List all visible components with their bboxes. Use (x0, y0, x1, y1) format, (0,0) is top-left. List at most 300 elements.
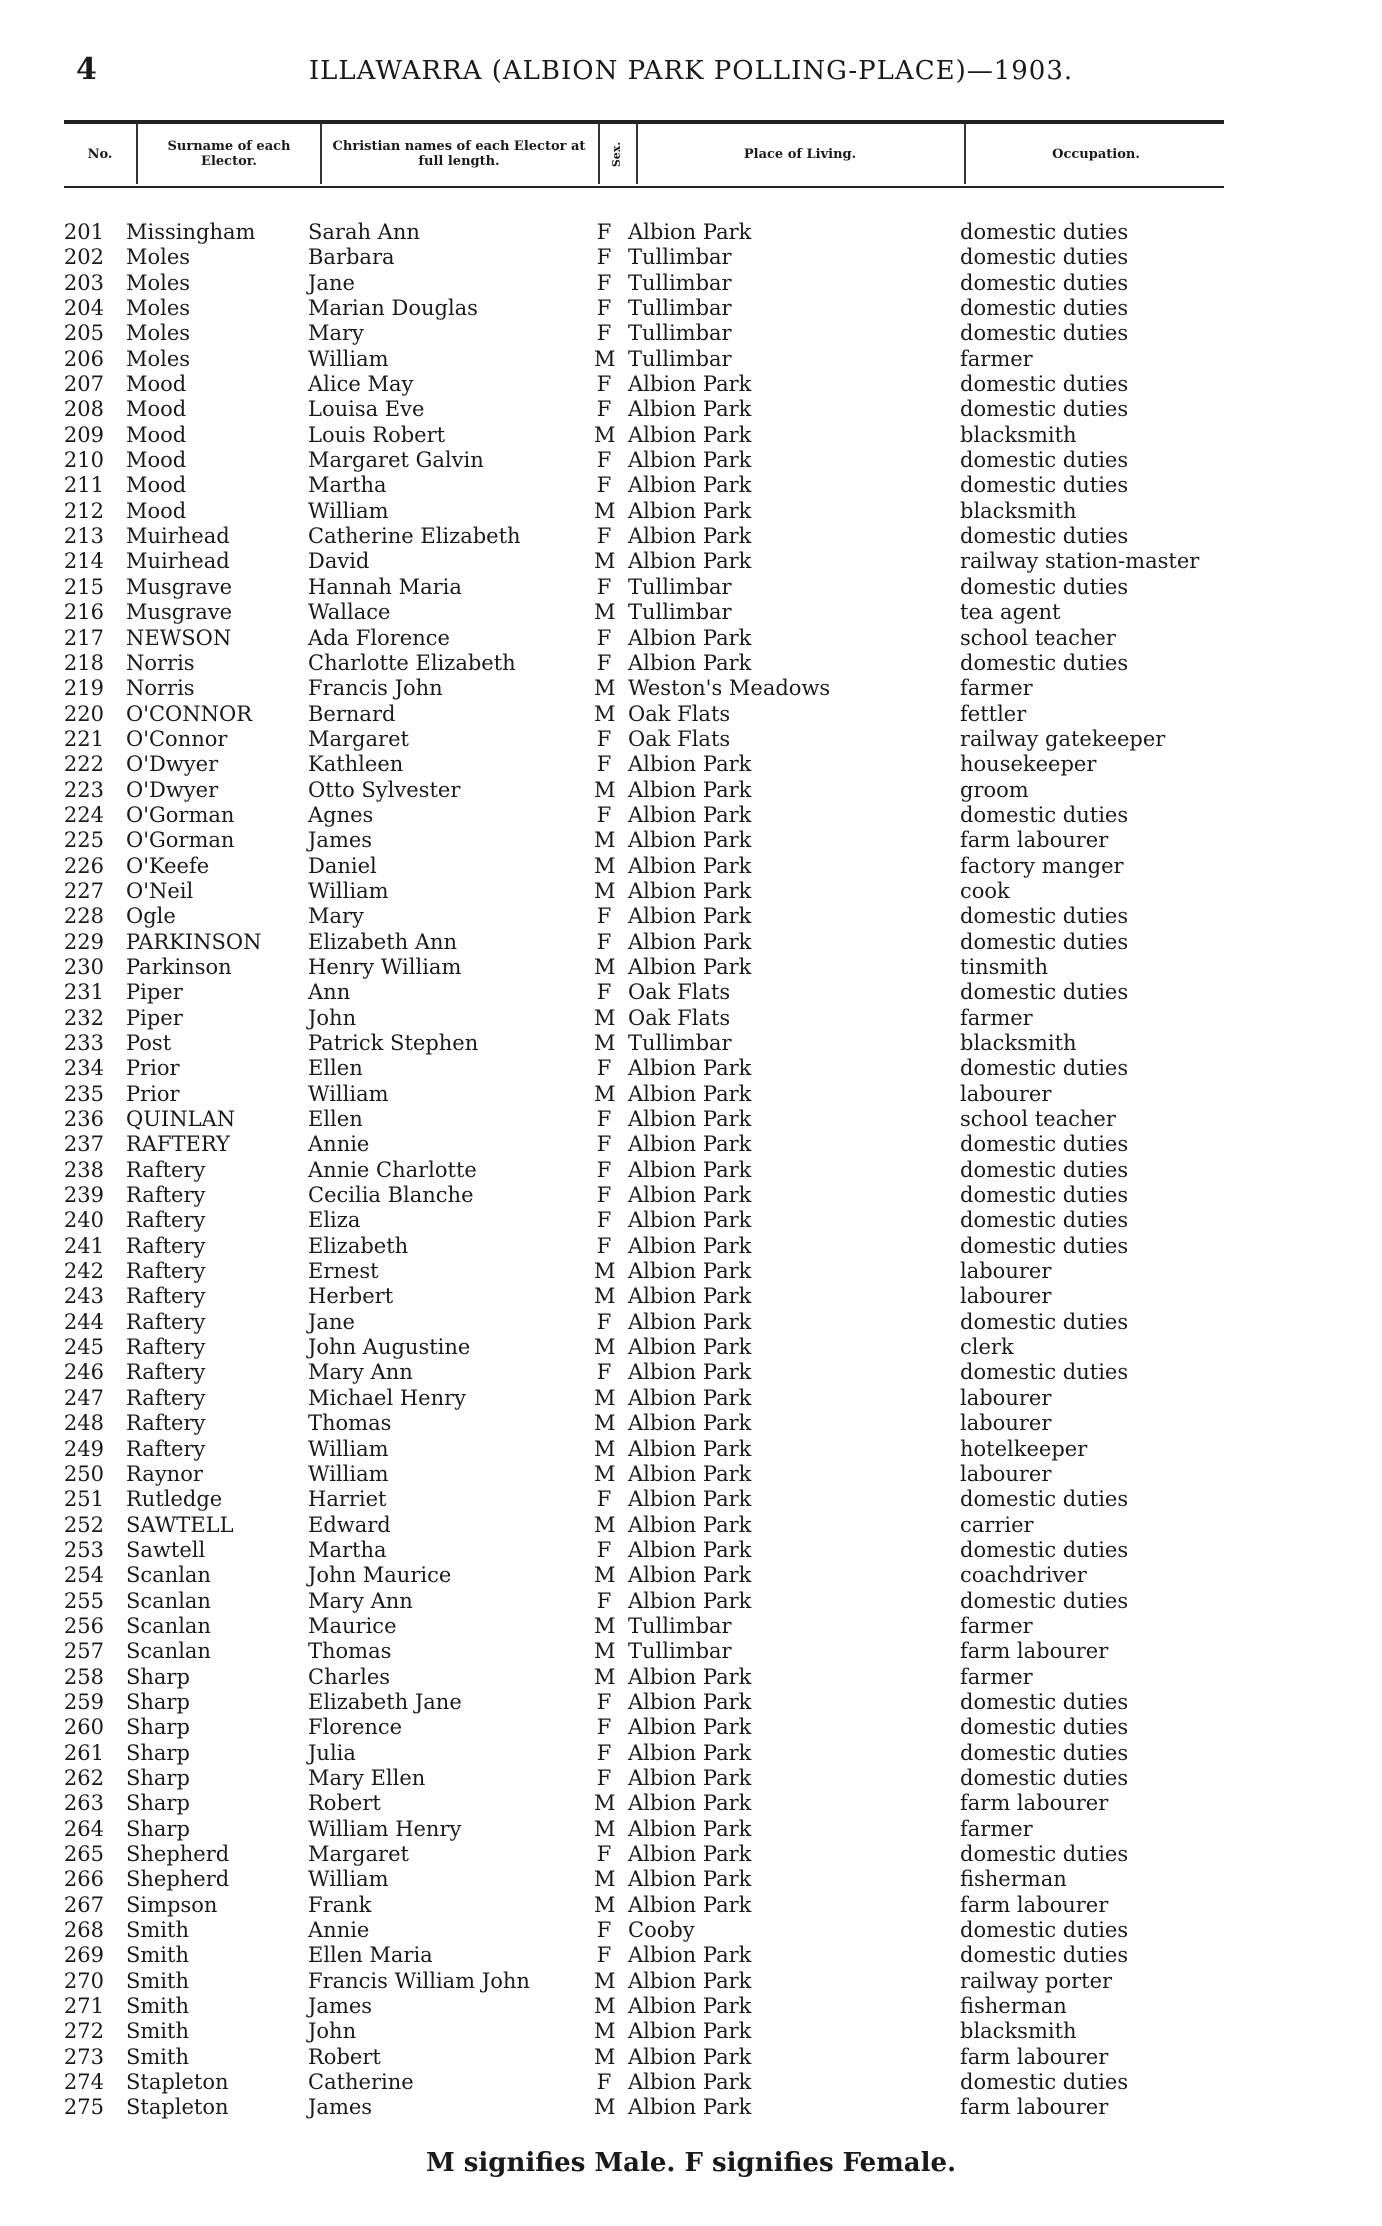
elector-surname: Sharp (126, 1689, 190, 1714)
table-row (0, 904, 1382, 929)
elector-sex: F (596, 1842, 612, 1866)
elector-place-of-living: Albion Park (628, 1107, 752, 1132)
elector-occupation: domestic duties (960, 220, 1129, 244)
elector-place-of-living: Albion Park (628, 1740, 752, 1765)
elector-christian-names: William (308, 498, 389, 523)
elector-place-of-living: Oak Flats (628, 726, 731, 751)
elector-occupation: school teacher (960, 1107, 1116, 1132)
elector-sex: F (596, 650, 612, 675)
elector-number: 222 (63, 752, 104, 777)
elector-sex: M (594, 878, 616, 903)
table-row (0, 397, 1382, 422)
elector-number: 217 (63, 625, 104, 650)
elector-surname: Raftery (126, 1385, 206, 1410)
table-row (0, 1437, 1382, 1462)
elector-occupation: fisherman (960, 1867, 1067, 1892)
elector-sex: F (596, 1056, 612, 1081)
elector-occupation: domestic duties (960, 2070, 1129, 2095)
table-row (0, 1234, 1382, 1259)
elector-number: 205 (63, 321, 104, 346)
elector-christian-names: Martha (308, 473, 387, 498)
elector-christian-names: Daniel (308, 853, 377, 878)
elector-sex: F (596, 1208, 612, 1233)
column-divider (320, 124, 322, 184)
elector-occupation: domestic duties (960, 1842, 1129, 1866)
elector-christian-names: Bernard (308, 701, 396, 726)
elector-occupation: domestic duties (960, 1056, 1129, 1081)
elector-surname: Sharp (126, 1664, 190, 1689)
elector-occupation: labourer (960, 1081, 1052, 1106)
elector-number: 223 (63, 777, 104, 802)
elector-number: 210 (63, 448, 104, 473)
elector-place-of-living: Albion Park (628, 777, 752, 802)
elector-christian-names: Patrick Stephen (308, 1031, 479, 1055)
elector-christian-names: Ellen (308, 1056, 363, 1081)
table-row (0, 2095, 1382, 2120)
elector-surname: Rutledge (126, 1487, 223, 1512)
elector-place-of-living: Albion Park (628, 1512, 752, 1537)
elector-place-of-living: Albion Park (628, 1335, 752, 1360)
table-row (0, 1259, 1382, 1284)
elector-surname: Shepherd (126, 1867, 230, 1892)
table-row (0, 575, 1382, 600)
table-row (0, 828, 1382, 853)
elector-sex: F (596, 1537, 612, 1562)
elector-number: 249 (63, 1436, 104, 1461)
elector-number: 262 (63, 1765, 104, 1790)
elector-christian-names: Julia (308, 1740, 356, 1765)
elector-christian-names: Otto Sylvester (308, 777, 461, 802)
elector-surname: Moles (126, 270, 191, 295)
elector-occupation: hotelkeeper (960, 1436, 1088, 1461)
elector-place-of-living: Albion Park (628, 1461, 752, 1486)
elector-christian-names: Catherine (308, 2070, 414, 2095)
elector-number: 251 (63, 1487, 104, 1512)
elector-sex: F (596, 625, 612, 650)
elector-sex: M (594, 1613, 616, 1638)
table-row (0, 1893, 1382, 1918)
elector-sex: M (594, 1664, 616, 1689)
elector-christian-names: Frank (308, 1892, 372, 1917)
elector-christian-names: Ernest (308, 1259, 379, 1284)
elector-sex: M (594, 1411, 616, 1436)
table-row (0, 1614, 1382, 1639)
elector-surname: Raftery (126, 1284, 206, 1309)
elector-place-of-living: Albion Park (628, 1892, 752, 1917)
elector-place-of-living: Cooby (628, 1918, 695, 1943)
elector-christian-names: James (308, 2095, 373, 2120)
elector-christian-names: Barbara (308, 245, 395, 270)
elector-sex: F (596, 752, 612, 777)
elector-sex: M (594, 2044, 616, 2069)
elector-christian-names: William (308, 1081, 389, 1106)
column-divider (964, 124, 966, 184)
elector-place-of-living: Albion Park (628, 1487, 752, 1512)
elector-sex: F (596, 1943, 612, 1968)
elector-place-of-living: Albion Park (628, 1233, 752, 1258)
elector-sex: F (596, 904, 612, 929)
elector-occupation: domestic duties (960, 245, 1129, 270)
elector-occupation: farmer (960, 1664, 1033, 1689)
elector-surname: O'Neil (126, 878, 194, 903)
elector-number: 207 (63, 372, 104, 397)
elector-surname: Sawtell (126, 1537, 206, 1562)
page-title: ILLAWARRA (ALBION PARK POLLING-PLACE)—1903. (308, 56, 1074, 86)
table-row (0, 702, 1382, 727)
elector-place-of-living: Albion Park (628, 2044, 752, 2069)
elector-place-of-living: Albion Park (628, 1436, 752, 1461)
elector-sex: M (594, 1081, 616, 1106)
elector-christian-names: Henry William (308, 954, 462, 979)
elector-christian-names: Elizabeth Ann (308, 929, 458, 954)
elector-christian-names: William (308, 1461, 389, 1486)
elector-place-of-living: Albion Park (628, 1994, 752, 2019)
elector-sex: M (594, 1512, 616, 1537)
elector-sex: F (596, 1107, 612, 1132)
elector-sex: F (596, 1132, 612, 1157)
elector-place-of-living: Albion Park (628, 1563, 752, 1588)
elector-place-of-living: Albion Park (628, 954, 752, 979)
elector-sex: F (596, 1309, 612, 1334)
elector-surname: Muirhead (126, 549, 230, 574)
elector-sex: M (594, 777, 616, 802)
elector-surname: Post (126, 1031, 172, 1055)
elector-number: 258 (63, 1664, 104, 1689)
elector-surname: Prior (126, 1081, 180, 1106)
elector-sex: M (594, 1385, 616, 1410)
table-row (0, 854, 1382, 879)
elector-surname: Moles (126, 245, 191, 270)
table-row (0, 245, 1382, 270)
elector-christian-names: Annie Charlotte (308, 1157, 477, 1182)
elector-christian-names: John Augustine (308, 1335, 471, 1360)
elector-christian-names: Hannah Maria (308, 574, 462, 599)
elector-surname: O'Dwyer (126, 777, 219, 802)
elector-surname: Stapleton (126, 2095, 229, 2120)
elector-surname: Smith (126, 2019, 189, 2044)
elector-number: 209 (63, 422, 104, 447)
elector-christian-names: Charlotte Elizabeth (308, 650, 516, 675)
table-row (0, 1487, 1382, 1512)
elector-number: 254 (63, 1563, 104, 1588)
elector-christian-names: Jane (308, 270, 355, 295)
elector-place-of-living: Albion Park (628, 904, 752, 929)
elector-number: 271 (63, 1994, 104, 2019)
table-row (0, 2045, 1382, 2070)
elector-number: 245 (63, 1335, 104, 1360)
elector-place-of-living: Albion Park (628, 448, 752, 473)
elector-number: 250 (63, 1461, 104, 1486)
elector-sex: F (596, 372, 612, 397)
elector-christian-names: Mary Ann (308, 1588, 413, 1613)
elector-surname: Mood (126, 448, 187, 473)
elector-surname: Mood (126, 372, 187, 397)
elector-number: 227 (63, 878, 104, 903)
elector-christian-names: Robert (308, 1791, 381, 1816)
elector-place-of-living: Albion Park (628, 1157, 752, 1182)
elector-sex: F (596, 473, 612, 498)
elector-surname: Smith (126, 2044, 189, 2069)
elector-occupation: domestic duties (960, 802, 1129, 827)
table-row (0, 1665, 1382, 1690)
elector-christian-names: Michael Henry (308, 1385, 467, 1410)
elector-place-of-living: Oak Flats (628, 701, 731, 726)
elector-number: 275 (63, 2095, 104, 2120)
elector-occupation: domestic duties (960, 1360, 1129, 1385)
elector-occupation: labourer (960, 1259, 1052, 1284)
table-row (0, 372, 1382, 397)
elector-place-of-living: Albion Park (628, 473, 752, 498)
column-header-christian-names: Christian names of each Elector at full length. (332, 139, 586, 169)
elector-place-of-living: Albion Park (628, 1360, 752, 1385)
elector-occupation: domestic duties (960, 1233, 1129, 1258)
elector-surname: NEWSON (126, 625, 232, 650)
elector-place-of-living: Albion Park (628, 1791, 752, 1816)
elector-christian-names: William (308, 1436, 389, 1461)
elector-occupation: domestic duties (960, 574, 1129, 599)
column-header-occupation: Occupation. (1052, 146, 1140, 162)
elector-place-of-living: Tullimbar (628, 574, 732, 599)
elector-occupation: domestic duties (960, 270, 1129, 295)
elector-place-of-living: Albion Park (628, 498, 752, 523)
elector-surname: Shepherd (126, 1842, 230, 1866)
elector-surname: Smith (126, 1994, 189, 2019)
elector-sex: F (596, 524, 612, 549)
elector-sex: F (596, 980, 612, 1005)
elector-sex: F (596, 296, 612, 321)
table-row (0, 1031, 1382, 1056)
table-row (0, 676, 1382, 701)
elector-number: 256 (63, 1613, 104, 1638)
elector-number: 269 (63, 1943, 104, 1968)
elector-sex: M (594, 1867, 616, 1892)
elector-place-of-living: Tullimbar (628, 270, 732, 295)
elector-occupation: tinsmith (960, 954, 1049, 979)
elector-occupation: domestic duties (960, 1208, 1129, 1233)
elector-sex: M (594, 1284, 616, 1309)
elector-place-of-living: Albion Park (628, 524, 752, 549)
elector-place-of-living: Tullimbar (628, 245, 732, 270)
elector-sex: M (594, 676, 616, 701)
elector-sex: M (594, 1892, 616, 1917)
elector-occupation: housekeeper (960, 752, 1097, 777)
elector-christian-names: Louisa Eve (308, 397, 425, 422)
elector-christian-names: Robert (308, 2044, 381, 2069)
elector-number: 216 (63, 600, 104, 625)
elector-surname: Moles (126, 296, 191, 321)
elector-christian-names: James (308, 828, 373, 853)
elector-surname: Simpson (126, 1892, 218, 1917)
elector-number: 238 (63, 1157, 104, 1182)
elector-surname: Mood (126, 473, 187, 498)
elector-surname: PARKINSON (126, 929, 262, 954)
elector-christian-names: Annie (308, 1918, 370, 1943)
elector-number: 274 (63, 2070, 104, 2095)
column-header-surname: Surname of each Elector. (167, 139, 291, 169)
elector-occupation: labourer (960, 1284, 1052, 1309)
table-row (0, 1741, 1382, 1766)
elector-sex: M (594, 1563, 616, 1588)
elector-sex: F (596, 1487, 612, 1512)
elector-number: 220 (63, 701, 104, 726)
elector-number: 229 (63, 929, 104, 954)
elector-surname: O'Dwyer (126, 752, 219, 777)
elector-surname: Sharp (126, 1765, 190, 1790)
elector-occupation: coachdriver (960, 1563, 1087, 1588)
elector-occupation: cook (960, 878, 1010, 903)
elector-christian-names: Eliza (308, 1208, 361, 1233)
table-row (0, 727, 1382, 752)
elector-surname: Prior (126, 1056, 180, 1081)
elector-surname: Smith (126, 1968, 189, 1993)
elector-occupation: blacksmith (960, 422, 1077, 447)
elector-christian-names: John (308, 1005, 357, 1030)
column-header-sex (600, 124, 634, 184)
table-row (0, 1310, 1382, 1335)
elector-number: 273 (63, 2044, 104, 2069)
elector-place-of-living: Tullimbar (628, 1639, 732, 1664)
elector-christian-names: Elizabeth Jane (308, 1689, 462, 1714)
elector-number: 231 (63, 980, 104, 1005)
elector-number: 248 (63, 1411, 104, 1436)
elector-sex: F (596, 574, 612, 599)
elector-place-of-living: Albion Park (628, 1284, 752, 1309)
elector-surname: Scanlan (126, 1563, 211, 1588)
elector-christian-names: Edward (308, 1512, 391, 1537)
elector-christian-names: Catherine Elizabeth (308, 524, 521, 549)
table-row (0, 499, 1382, 524)
elector-christian-names: Charles (308, 1664, 391, 1689)
elector-place-of-living: Albion Park (628, 802, 752, 827)
elector-christian-names: William Henry (308, 1816, 462, 1841)
elector-sex: F (596, 802, 612, 827)
elector-christian-names: Mary Ann (308, 1360, 413, 1385)
elector-number: 272 (63, 2019, 104, 2044)
elector-occupation: railway station-master (960, 549, 1200, 574)
elector-number: 232 (63, 1005, 104, 1030)
elector-place-of-living: Albion Park (628, 1259, 752, 1284)
elector-sex: F (596, 1157, 612, 1182)
elector-sex: M (594, 1335, 616, 1360)
elector-sex: F (596, 220, 612, 244)
elector-occupation: railway porter (960, 1968, 1113, 1993)
column-divider (136, 124, 138, 184)
elector-place-of-living: Albion Park (628, 752, 752, 777)
elector-surname: Scanlan (126, 1588, 211, 1613)
elector-christian-names: Ann (308, 980, 351, 1005)
elector-place-of-living: Tullimbar (628, 1031, 732, 1055)
table-row (0, 2070, 1382, 2095)
elector-place-of-living: Albion Park (628, 1689, 752, 1714)
elector-occupation: domestic duties (960, 372, 1129, 397)
elector-place-of-living: Albion Park (628, 1816, 752, 1841)
table-row (0, 1994, 1382, 2019)
elector-occupation: tea agent (960, 600, 1061, 625)
table-row (0, 651, 1382, 676)
elector-number: 253 (63, 1537, 104, 1562)
elector-occupation: farmer (960, 1816, 1033, 1841)
elector-surname: Scanlan (126, 1613, 211, 1638)
elector-surname: Musgrave (126, 600, 233, 625)
elector-sex: M (594, 828, 616, 853)
elector-occupation: farmer (960, 346, 1033, 371)
elector-sex: M (594, 1791, 616, 1816)
table-row (0, 296, 1382, 321)
elector-occupation: domestic duties (960, 650, 1129, 675)
elector-number: 263 (63, 1791, 104, 1816)
elector-occupation: domestic duties (960, 473, 1129, 498)
elector-surname: SAWTELL (126, 1512, 234, 1537)
elector-place-of-living: Albion Park (628, 2019, 752, 2044)
elector-number: 201 (63, 220, 104, 244)
elector-occupation: farmer (960, 676, 1033, 701)
elector-place-of-living: Albion Park (628, 1208, 752, 1233)
elector-sex: F (596, 321, 612, 346)
elector-surname: Sharp (126, 1791, 190, 1816)
elector-surname: Ogle (126, 904, 176, 929)
elector-number: 202 (63, 245, 104, 270)
table-row (0, 1335, 1382, 1360)
elector-sex: M (594, 954, 616, 979)
elector-surname: Mood (126, 397, 187, 422)
elector-christian-names: John (308, 2019, 357, 2044)
elector-occupation: domestic duties (960, 321, 1129, 346)
table-row (0, 271, 1382, 296)
elector-occupation: clerk (960, 1335, 1014, 1360)
table-row (0, 1589, 1382, 1614)
elector-place-of-living: Weston's Meadows (628, 676, 831, 701)
elector-sex: M (594, 1994, 616, 2019)
elector-number: 247 (63, 1385, 104, 1410)
elector-sex: F (596, 726, 612, 751)
table-row (0, 1918, 1382, 1943)
elector-occupation: domestic duties (960, 1132, 1129, 1157)
elector-number: 215 (63, 574, 104, 599)
elector-sex: F (596, 1918, 612, 1943)
elector-occupation: domestic duties (960, 1918, 1129, 1943)
elector-surname: Missingham (126, 220, 256, 244)
elector-occupation: labourer (960, 1411, 1052, 1436)
elector-surname: Raftery (126, 1259, 206, 1284)
elector-christian-names: Mary (308, 321, 364, 346)
table-row (0, 1867, 1382, 1892)
elector-occupation: domestic duties (960, 397, 1129, 422)
elector-place-of-living: Albion Park (628, 372, 752, 397)
elector-number: 203 (63, 270, 104, 295)
elector-occupation: domestic duties (960, 1765, 1129, 1790)
elector-occupation: school teacher (960, 625, 1116, 650)
elector-christian-names: Francis William John (308, 1968, 530, 1993)
elector-christian-names: Annie (308, 1132, 370, 1157)
elector-number: 204 (63, 296, 104, 321)
elector-surname: Muirhead (126, 524, 230, 549)
table-row (0, 930, 1382, 955)
elector-place-of-living: Albion Park (628, 220, 752, 244)
elector-christian-names: William (308, 346, 389, 371)
elector-number: 270 (63, 1968, 104, 1993)
elector-occupation: farm labourer (960, 2095, 1109, 2120)
elector-occupation: domestic duties (960, 524, 1129, 549)
elector-christian-names: Ellen (308, 1107, 363, 1132)
table-row (0, 1056, 1382, 1081)
elector-occupation: domestic duties (960, 929, 1129, 954)
elector-sex: M (594, 1005, 616, 1030)
table-row (0, 1513, 1382, 1538)
elector-sex: M (594, 600, 616, 625)
table-row (0, 1411, 1382, 1436)
elector-surname: Raftery (126, 1335, 206, 1360)
elector-christian-names: Margaret (308, 726, 409, 751)
